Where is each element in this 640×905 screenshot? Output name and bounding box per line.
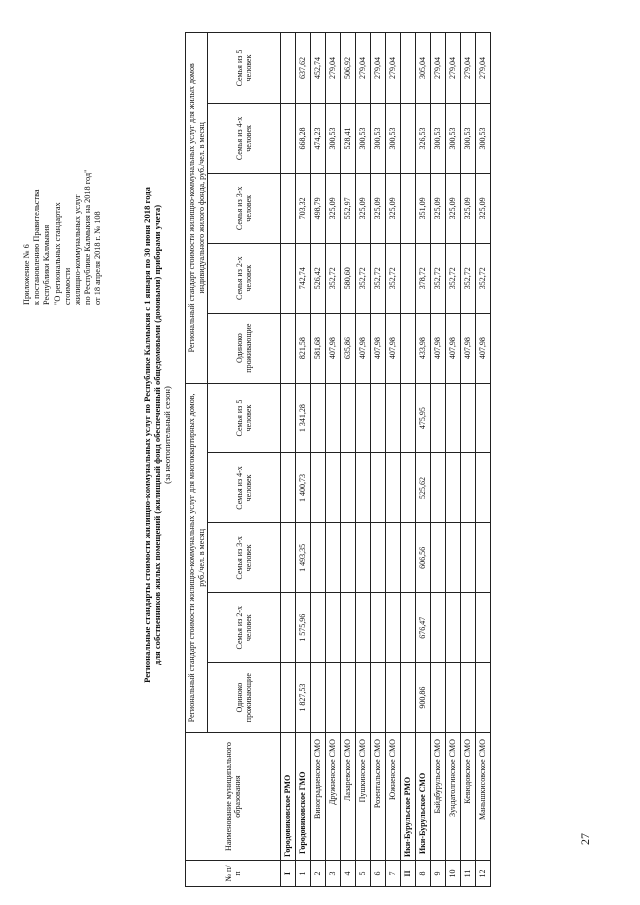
standard-value-cell [326, 593, 341, 663]
header-sub: Одиноко проживающие [208, 663, 281, 733]
standard-value-cell: 528,41 [341, 103, 356, 173]
standard-value-cell [326, 663, 341, 733]
standard-value-cell [326, 523, 341, 593]
header-sub: Семья из 5 человек [208, 383, 281, 453]
municipality-name: Дружненское СМО [326, 733, 341, 861]
standard-value-cell: 279,04 [461, 33, 476, 104]
municipality-name: Зундатолгинское СМО [446, 733, 461, 861]
standard-value-cell [356, 593, 371, 663]
standard-value-cell [476, 383, 491, 453]
standard-value-cell: 279,04 [446, 33, 461, 104]
standard-value-cell: 300,53 [476, 103, 491, 173]
standard-value-cell: 279,04 [386, 33, 401, 104]
header-sub: Семья из 2-х человек [208, 243, 281, 313]
standard-value-cell [386, 523, 401, 593]
table-body [281, 33, 491, 887]
table-group-row [401, 33, 416, 887]
standard-value-cell: 352,72 [326, 243, 341, 313]
standard-value-cell: 378,72 [416, 243, 431, 313]
standard-value-cell [446, 383, 461, 453]
municipality-name: Розентальское СМО [371, 733, 386, 861]
standard-value-cell [341, 383, 356, 453]
standard-value-cell [281, 103, 296, 173]
standard-value-cell: 300,53 [371, 103, 386, 173]
standard-value-cell [326, 453, 341, 523]
standard-value-cell [401, 243, 416, 313]
table-group-row [281, 33, 296, 887]
standard-value-cell: 279,04 [431, 33, 446, 104]
standard-value-cell: 580,60 [341, 243, 356, 313]
title-line-3: (за неотопительный сезон) [162, 386, 173, 484]
standard-value-cell [476, 453, 491, 523]
standard-value-cell: 474,23 [311, 103, 326, 173]
table-row [446, 33, 461, 887]
standard-value-cell: 300,53 [431, 103, 446, 173]
standard-value-cell [386, 453, 401, 523]
standard-value-cell [311, 453, 326, 523]
standard-value-cell [476, 663, 491, 733]
table-row [311, 33, 326, 887]
standard-value-cell [476, 523, 491, 593]
standard-value-cell: 352,72 [356, 243, 371, 313]
standard-value-cell: 300,53 [356, 103, 371, 173]
table-row [416, 33, 431, 887]
standard-value-cell: 452,74 [311, 33, 326, 104]
header-sub: Семья из 3-х человек [208, 523, 281, 593]
standard-value-cell [371, 383, 386, 453]
standard-value-cell [431, 383, 446, 453]
standard-value-cell [281, 33, 296, 104]
table-row [341, 33, 356, 887]
standard-value-cell: 305,04 [416, 33, 431, 104]
standard-value-cell: 900,86 [416, 663, 431, 733]
standard-value-cell [326, 383, 341, 453]
standard-value-cell [401, 173, 416, 243]
standard-value-cell [281, 663, 296, 733]
standard-value-cell [446, 453, 461, 523]
standard-value-cell [401, 453, 416, 523]
standard-value-cell [281, 453, 296, 523]
standard-value-cell: 407,98 [461, 313, 476, 383]
standard-value-cell: 475,95 [416, 383, 431, 453]
header-sub: Семья из 3-х человек [208, 173, 281, 243]
standard-value-cell [371, 593, 386, 663]
appendix-line: от 18 апреля 2018 г. № 108 [93, 211, 103, 305]
standard-value-cell [311, 663, 326, 733]
standard-value-cell [446, 523, 461, 593]
municipality-name: Лазаревское СМО [341, 733, 356, 861]
standard-value-cell [401, 593, 416, 663]
standard-value-cell: 325,09 [326, 173, 341, 243]
standard-value-cell [401, 523, 416, 593]
standard-value-cell: 821,58 [296, 313, 311, 383]
header-group-house: Региональный стандарт стоимости жилищно-коммунальных услуг для жилых домов индивидуального жилого фонда, руб./чел. в месяц [186, 33, 208, 384]
row-number: 5 [356, 861, 371, 887]
table-row [371, 33, 386, 887]
row-number: 8 [416, 861, 431, 887]
standard-value-cell: 279,04 [371, 33, 386, 104]
row-number: I [281, 861, 296, 887]
municipality-name: Виноградненское СМО [311, 733, 326, 861]
standard-value-cell: 300,53 [461, 103, 476, 173]
row-number: 2 [311, 861, 326, 887]
standard-value-cell [371, 453, 386, 523]
standard-value-cell: 300,53 [386, 103, 401, 173]
standard-value-cell: 352,72 [431, 243, 446, 313]
municipality-name: Ики-Бурульское РМО [401, 733, 416, 861]
header-sub: Одиноко проживающие [208, 313, 281, 383]
standard-value-cell: 581,68 [311, 313, 326, 383]
row-number: 4 [341, 861, 356, 887]
standard-value-cell: 703,32 [296, 173, 311, 243]
row-number: 6 [371, 861, 386, 887]
standard-value-cell: 407,98 [431, 313, 446, 383]
standard-value-cell [401, 383, 416, 453]
standard-value-cell [341, 523, 356, 593]
municipality-name: Байдбурульское СМО [431, 733, 446, 861]
header-num: № п/п [186, 861, 281, 887]
table-row [461, 33, 476, 887]
table-row [296, 33, 311, 887]
page-number: 27 [578, 833, 592, 845]
table-row [386, 33, 401, 887]
standard-value-cell [461, 453, 476, 523]
appendix-line: Приложение № 6 [22, 244, 31, 305]
standard-value-cell: 325,09 [431, 173, 446, 243]
standard-value-cell: 676,47 [416, 593, 431, 663]
row-number: II [401, 861, 416, 887]
municipality-name: Городовиковское РМО [281, 733, 296, 861]
header-name: Наименование муниципального образования [186, 733, 281, 861]
standard-value-cell: 525,62 [416, 453, 431, 523]
standard-value-cell: 325,09 [446, 173, 461, 243]
municipality-name: Пушкинское СМО [356, 733, 371, 861]
standard-value-cell [356, 523, 371, 593]
standard-value-cell: 352,72 [461, 243, 476, 313]
table-row [476, 33, 491, 887]
standard-value-cell: 352,72 [446, 243, 461, 313]
standard-value-cell: 407,98 [326, 313, 341, 383]
municipality-name: Городовиковское ГМО [296, 733, 311, 861]
municipality-name: Манышкисовское СМО [476, 733, 491, 861]
standard-value-cell [461, 593, 476, 663]
standard-value-cell [401, 103, 416, 173]
standard-value-cell [476, 593, 491, 663]
standard-value-cell: 325,09 [476, 173, 491, 243]
header-sub: Семья из 2-х человек [208, 593, 281, 663]
standard-value-cell: 1 827,53 [296, 663, 311, 733]
standard-value-cell: 279,04 [476, 33, 491, 104]
standard-value-cell: 635,86 [341, 313, 356, 383]
standard-value-cell: 325,09 [461, 173, 476, 243]
table-row [326, 33, 341, 887]
standard-value-cell [341, 593, 356, 663]
standard-value-cell [281, 243, 296, 313]
header-sub: Семья из 5 человек [208, 33, 281, 104]
header-group-apartment: Региональный стандарт стоимости жилищно-коммунальных услуг для многоквартирных домов, руб./чел. в месяц [186, 383, 208, 733]
standard-value-cell [356, 383, 371, 453]
standard-value-cell: 407,98 [476, 313, 491, 383]
appendix-line: Республики Калмыкия [42, 224, 52, 305]
standard-value-cell [431, 593, 446, 663]
document-title [142, 145, 173, 725]
standard-value-cell [311, 383, 326, 453]
standard-value-cell: 637,62 [296, 33, 311, 104]
standards-table-wrapper [185, 32, 491, 887]
municipality-name: Кевюдовское СМО [461, 733, 476, 861]
standard-value-cell: 433,98 [416, 313, 431, 383]
standard-value-cell [386, 593, 401, 663]
table-row [431, 33, 446, 887]
standard-value-cell: 526,42 [311, 243, 326, 313]
standard-value-cell [431, 663, 446, 733]
standard-value-cell: 742,74 [296, 243, 311, 313]
standard-value-cell: 1 400,73 [296, 453, 311, 523]
appendix-line: к постановлению Правительства [32, 189, 42, 305]
standard-value-cell: 506,92 [341, 33, 356, 104]
row-number: 11 [461, 861, 476, 887]
standard-value-cell: 352,72 [386, 243, 401, 313]
standard-value-cell: 325,09 [356, 173, 371, 243]
standard-value-cell [341, 663, 356, 733]
standard-value-cell [401, 33, 416, 104]
standard-value-cell: 279,04 [356, 33, 371, 104]
appendix-line: "О региональных стандартах [52, 202, 62, 305]
title-line-2: для собственников жилых помещений (жилищный фонд обеспеченный общедомовыми (домовыми) приборами учета) [152, 204, 163, 666]
standard-value-cell: 1 341,28 [296, 383, 311, 453]
standard-value-cell: 352,72 [371, 243, 386, 313]
appendix-line: по Республике Калмыкия на 2018 год" [83, 169, 93, 305]
standard-value-cell [371, 523, 386, 593]
row-number: 9 [431, 861, 446, 887]
standard-value-cell: 498,79 [311, 173, 326, 243]
standard-value-cell [281, 383, 296, 453]
row-number: 1 [296, 861, 311, 887]
table-row [356, 33, 371, 887]
standard-value-cell: 407,98 [386, 313, 401, 383]
standard-value-cell [401, 663, 416, 733]
standard-value-cell [431, 453, 446, 523]
standard-value-cell [446, 663, 461, 733]
standard-value-cell: 326,53 [416, 103, 431, 173]
standard-value-cell [446, 593, 461, 663]
standard-value-cell [281, 313, 296, 383]
appendix-header [22, 75, 104, 305]
standard-value-cell: 352,72 [476, 243, 491, 313]
standard-value-cell: 300,53 [446, 103, 461, 173]
standard-value-cell [281, 523, 296, 593]
standard-value-cell: 325,09 [371, 173, 386, 243]
header-sub: Семья из 4-х человек [208, 103, 281, 173]
standard-value-cell: 1 493,35 [296, 523, 311, 593]
standard-value-cell: 668,28 [296, 103, 311, 173]
standard-value-cell: 606,56 [416, 523, 431, 593]
title-line-1: Региональные стандарты стоимости жилищно-коммунальных услуг по Республике Калмыкия с 1 января по 30 июня 2018 года [142, 187, 152, 683]
row-number: 10 [446, 861, 461, 887]
standard-value-cell: 279,04 [326, 33, 341, 104]
standard-value-cell: 407,98 [356, 313, 371, 383]
standard-value-cell [431, 523, 446, 593]
standard-value-cell [311, 523, 326, 593]
standard-value-cell [386, 663, 401, 733]
standard-value-cell [281, 173, 296, 243]
standards-table [185, 32, 491, 887]
standard-value-cell [356, 453, 371, 523]
standard-value-cell [461, 383, 476, 453]
standard-value-cell [281, 593, 296, 663]
standard-value-cell: 407,98 [446, 313, 461, 383]
standard-value-cell [341, 453, 356, 523]
row-number: 7 [386, 861, 401, 887]
standard-value-cell [461, 663, 476, 733]
standard-value-cell: 407,98 [371, 313, 386, 383]
appendix-line: жилищно-коммунальных услуг [73, 194, 83, 305]
standard-value-cell [461, 523, 476, 593]
standard-value-cell: 300,53 [326, 103, 341, 173]
standard-value-cell: 552,97 [341, 173, 356, 243]
header-sub: Семья из 4-х человек [208, 453, 281, 523]
standard-value-cell: 1 575,96 [296, 593, 311, 663]
standard-value-cell [401, 313, 416, 383]
standard-value-cell [371, 663, 386, 733]
municipality-name: Южненское СМО [386, 733, 401, 861]
standard-value-cell: 351,09 [416, 173, 431, 243]
row-number: 3 [326, 861, 341, 887]
municipality-name: Ики-Бурульское СМО [416, 733, 431, 861]
standard-value-cell [386, 383, 401, 453]
appendix-line: стоимости [62, 267, 72, 305]
standard-value-cell [311, 593, 326, 663]
standard-value-cell: 325,09 [386, 173, 401, 243]
row-number: 12 [476, 861, 491, 887]
standard-value-cell [356, 663, 371, 733]
